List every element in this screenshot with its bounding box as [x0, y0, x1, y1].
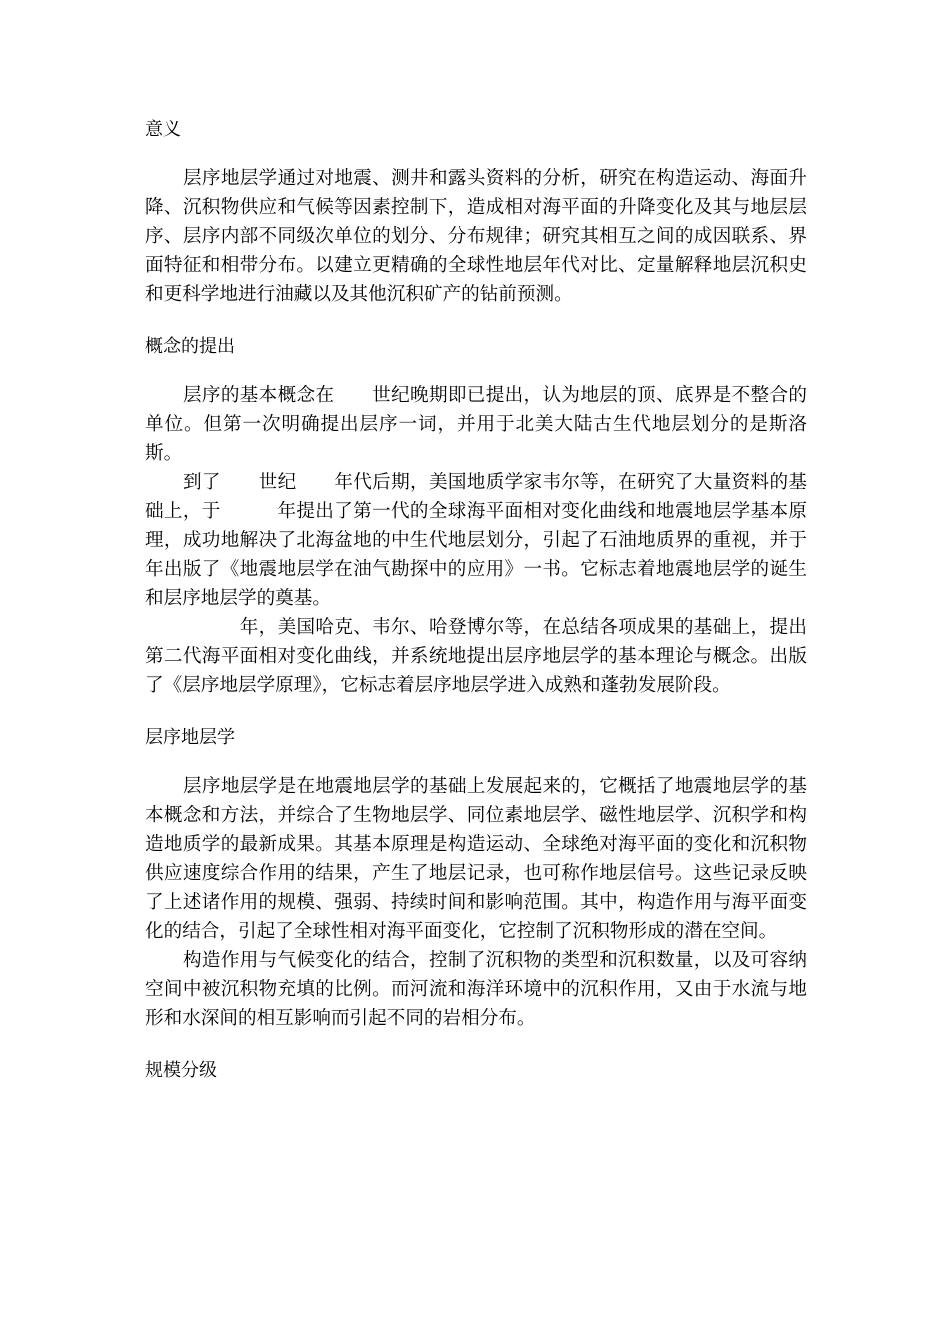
paragraph: 层序地层学通过对地震、测井和露头资料的分析，研究在构造运动、海面升降、沉积物供应和气候等因素控制下，造成相对海平面的升降变化及其与地层层序、层序内部不同级次单位的划分、分布规律；研究其相互之间的成因联系、界面特征和相带分布。以建立更精确的全球性地层年代对比、定量解释地层沉积史和更科学地进行油藏以及其他沉积矿产的钻前预测。 [145, 168, 807, 305]
section-heading-scale-classification: 规模分级 [145, 1060, 217, 1081]
paragraph: 层序地层学是在地震地层学的基础上发展起来的，它概括了地震地层学的基本概念和方法，并综合了生物地层学、同位素地层学、磁性地层学、沉积学和构造地质学的最新成果。其基本原理是构造运动、全球绝对海平面的变化和沉积物供应速度综合作用的结果，产生了地层记录，也可称作地层信号。这些记录反映了上述诸作用的规模、强弱、持续时间和影响范围。其中，构造作用与海平面变化的结合，引起了全球性相对海平面变化，它控制了沉积物形成的潜在空间。 [145, 776, 807, 942]
paragraph: 年，美国哈克、韦尔、哈登博尔等，在总结各项成果的基础上，提出第二代海平面相对变化曲线，并系统地提出层序地层学的基本理论与概念。出版了《层序地层学原理》，它标志着层序地层学进入成熟和蓬勃发展阶段。 [145, 617, 807, 696]
paragraph: 到了 世纪 年代后期，美国地质学家韦尔等，在研究了大量资料的基础上，于 年提出了第一代的全球海平面相对变化曲线和地震地层学基本原理，成功地解决了北海盆地的中生代地层划分，引起了石油地质界的重视，并于 年出版了《地震地层学在油气勘探中的应用》一书。它标志着地震地层学的诞生和层序地层学的奠基。 [145, 472, 863, 609]
document-body [145, 112, 863, 1089]
paragraph: 层序的基本概念在 世纪晚期即已提出，认为地层的顶、底界是不整合的单位。但第一次明确提出层序一词，并用于北美大陆古生代地层划分的是斯洛斯。 [145, 385, 807, 464]
section-heading-significance: 意义 [145, 119, 181, 140]
paragraph: 构造作用与气候变化的结合，控制了沉积物的类型和沉积数量，以及可容纳空间中被沉积物充填的比例。而河流和海洋环境中的沉积作用，又由于水流与地形和水深间的相互影响而引起不同的岩相分布。 [145, 950, 807, 1029]
section-heading-concept-origin: 概念的提出 [145, 336, 235, 357]
section-heading-sequence-stratigraphy: 层序地层学 [145, 727, 235, 748]
